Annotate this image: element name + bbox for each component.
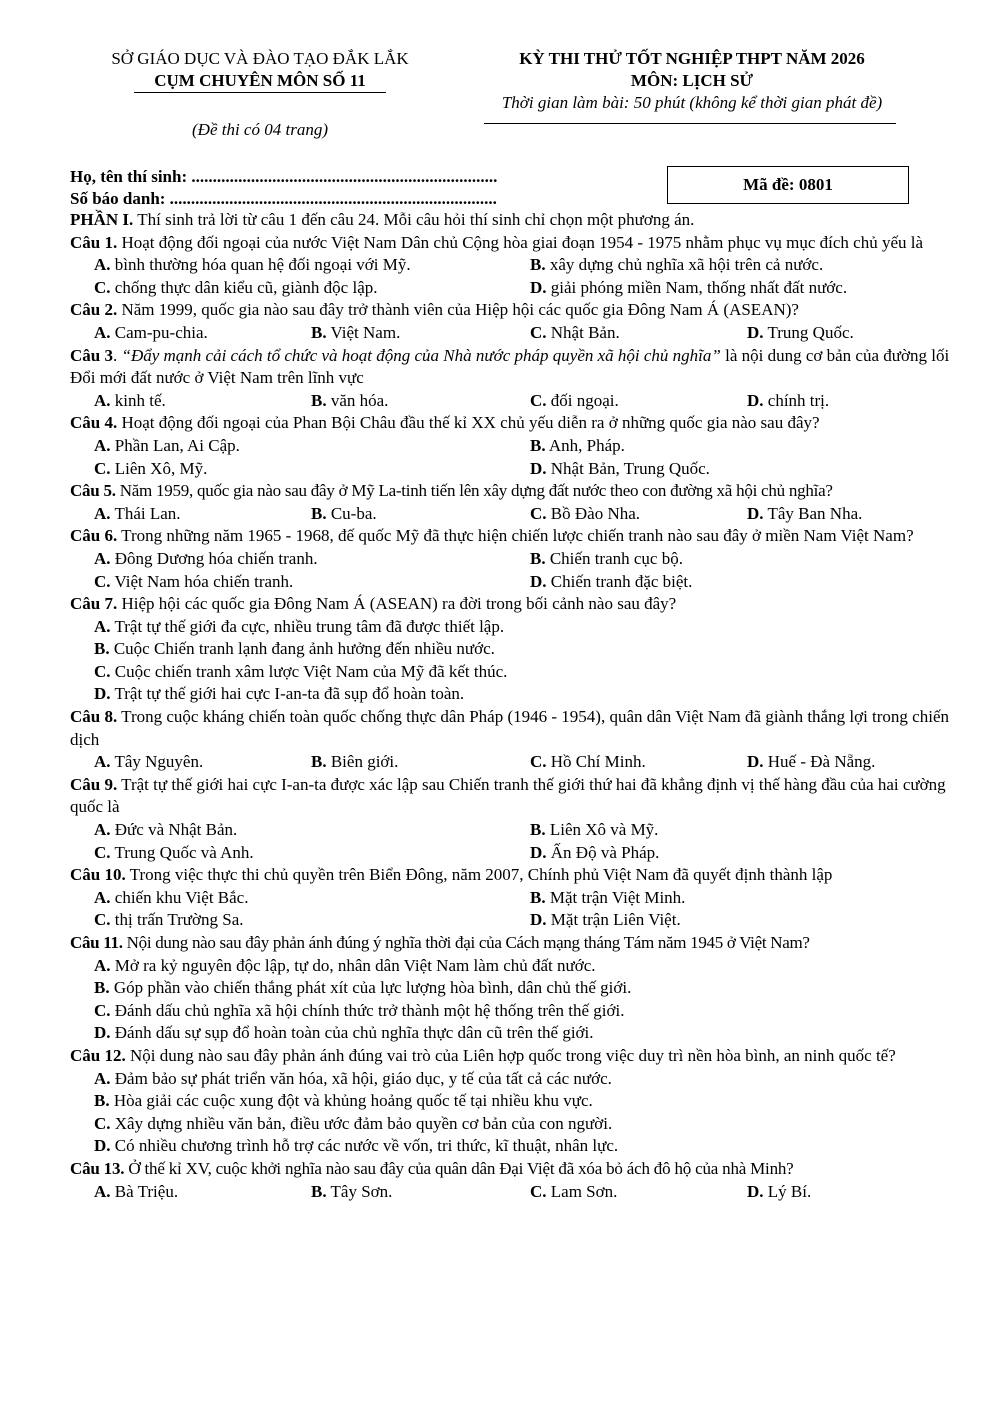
option-d[interactable]: D. Nhật Bản, Trung Quốc. <box>530 458 710 478</box>
options-group <box>70 254 950 299</box>
option-a[interactable]: A. kinh tế. <box>94 390 166 410</box>
option-d[interactable]: D. Trật tự thế giới hai cực I-an-ta đã sụp đổ hoàn toàn. <box>94 684 465 704</box>
option-c[interactable]: C. Xây dựng nhiều văn bản, điều ước đảm bảo quyền cơ bản của con người. <box>94 1113 613 1133</box>
question-number: Câu 6. <box>70 526 118 546</box>
time-note: Thời gian làm bài: 50 phút (không kể thời gian phát đề) <box>501 93 883 112</box>
question-number: Câu 2. <box>70 300 118 320</box>
question-number: Câu 7. <box>70 594 118 614</box>
option-b[interactable]: B. văn hóa. <box>311 390 389 410</box>
part-instruction <box>70 209 950 232</box>
exam-title: KỲ THI THỬ TỐT NGHIỆP THPT NĂM 2026 <box>519 49 865 68</box>
options-group <box>70 616 950 706</box>
option-c[interactable]: C. Lam Sơn. <box>530 1181 618 1201</box>
question-stem <box>70 706 950 751</box>
option-a[interactable]: A. Tây Nguyên. <box>94 752 204 772</box>
option-c[interactable]: C. thị trấn Trường Sa. <box>94 910 244 930</box>
department-name: SỞ GIÁO DỤC VÀ ĐÀO TẠO ĐẮK LẮK <box>111 49 409 68</box>
question-text: Trong những năm 1965 - 1968, đế quốc Mỹ đã thực hiện chiến lược chiến tranh nào sau đây ở miền Nam Việt Nam? <box>117 526 914 546</box>
question-number: Câu 8. <box>70 707 118 727</box>
question-text: Hiệp hội các quốc gia Đông Nam Á (ASEAN) ra đời trong bối cảnh nào sau đây? <box>117 594 677 614</box>
option-d[interactable]: D. Tây Ban Nha. <box>747 503 863 523</box>
question-stem <box>70 299 950 322</box>
option-d[interactable]: D. chính trị. <box>747 390 830 410</box>
candidate-id-field[interactable]: Số báo danh: ............................................................................. <box>70 189 497 208</box>
part-label: PHẦN I. <box>70 210 134 229</box>
pages-note: (Đề thi có 04 trang) <box>192 120 328 139</box>
candidate-name-field[interactable]: Họ, tên thí sinh: ........................................................................ <box>70 167 498 186</box>
option-d[interactable]: D. Trung Quốc. <box>747 322 854 342</box>
option-c[interactable]: C. Hồ Chí Minh. <box>530 752 646 772</box>
question-stem <box>70 1045 950 1068</box>
part-instruction-text: Thí sinh trả lời từ câu 1 đến câu 24. Mỗi câu hỏi thí sinh chỉ chọn một phương án. <box>133 210 695 229</box>
question-text: Hoạt động đối ngoại của Phan Bội Châu đầu thế kỉ XX chủ yếu diễn ra ở những quốc gia nào sau đây? <box>117 413 820 433</box>
options-group <box>70 390 950 413</box>
options-group <box>70 435 950 480</box>
question-stem <box>70 412 950 435</box>
option-c[interactable]: C. Cuộc chiến tranh xâm lược Việt Nam của Mỹ đã kết thúc. <box>94 661 508 681</box>
question-text: Trong cuộc kháng chiến toàn quốc chống thực dân Pháp (1946 - 1954), quân dân Việt Nam đã giành thắng lợi trong chiến dịch <box>70 707 949 749</box>
option-b[interactable]: B. Tây Sơn. <box>311 1181 393 1201</box>
question-text: Ở thế kỉ XV, cuộc khởi nghĩa nào sau đây của quân dân Đại Việt đã xóa bỏ ách đô hộ của nhà Minh? <box>124 1158 794 1178</box>
question-text: Trong việc thực thi chủ quyền trên Biển Đông, năm 2007, Chính phủ Việt Nam đã quyết định thành lập <box>125 865 833 885</box>
options-group <box>70 819 950 864</box>
option-d[interactable]: D. Ấn Độ và Pháp. <box>530 842 660 862</box>
option-b[interactable]: B. Liên Xô và Mỹ. <box>530 820 659 840</box>
question-stem <box>70 480 950 503</box>
question-text: Năm 1999, quốc gia nào sau đây trở thành viên của Hiệp hội các quốc gia Đông Nam Á (ASEAN)? <box>117 300 799 320</box>
option-c[interactable]: C. Đánh dấu chủ nghĩa xã hội chính thức trở thành một hệ thống trên thế giới. <box>94 1000 625 1020</box>
question-stem <box>70 932 950 955</box>
question-number: Câu 3 <box>70 345 113 365</box>
options-group <box>70 955 950 1045</box>
candidate-info <box>70 166 497 210</box>
option-d[interactable]: D. giải phóng miền Nam, thống nhất đất nước. <box>530 277 848 297</box>
option-a[interactable]: A. Bà Triệu. <box>94 1181 179 1201</box>
question-number: Câu 10. <box>70 865 126 885</box>
question-text: Hoạt động đối ngoại của nước Việt Nam Dân chủ Cộng hòa giai đoạn 1954 - 1975 nhằm phục vụ mục đích chủ yếu là <box>117 232 924 252</box>
option-d[interactable]: D. Mặt trận Liên Việt. <box>530 910 681 930</box>
option-a[interactable]: A. Đông Dương hóa chiến tranh. <box>94 548 318 568</box>
option-c[interactable]: C. Việt Nam hóa chiến tranh. <box>94 571 294 591</box>
option-d[interactable]: D. Huế - Đà Nẵng. <box>747 752 876 772</box>
question-stem <box>70 593 950 616</box>
option-a[interactable]: A. Cam-pu-chia. <box>94 322 208 342</box>
options-group <box>70 322 950 345</box>
options-group <box>70 1068 950 1158</box>
option-a[interactable]: A. bình thường hóa quan hệ đối ngoại với Mỹ. <box>94 255 411 275</box>
question-number: Câu 4. <box>70 413 118 433</box>
question-stem <box>70 1158 950 1181</box>
header-right <box>462 48 922 114</box>
option-d[interactable]: D. Có nhiều chương trình hỗ trợ các nước về vốn, tri thức, kĩ thuật, nhân lực. <box>94 1136 619 1156</box>
option-a[interactable]: A. Mở ra kỷ nguyên độc lập, tự do, nhân dân Việt Nam làm chủ đất nước. <box>94 955 596 975</box>
option-d[interactable]: D. Lý Bí. <box>747 1181 812 1201</box>
option-c[interactable]: C. chống thực dân kiểu cũ, giành độc lập. <box>94 277 378 297</box>
option-b[interactable]: B. Góp phần vào chiến thắng phát xít của lực lượng hòa bình, dân chủ thế giới. <box>94 978 632 998</box>
options-group <box>70 887 950 932</box>
questions-area <box>70 209 950 1203</box>
option-b[interactable]: B. Cu-ba. <box>311 503 377 523</box>
subject: MÔN: LỊCH SỬ <box>630 71 754 90</box>
option-c[interactable]: C. Trung Quốc và Anh. <box>94 842 254 862</box>
options-group <box>70 751 950 774</box>
question-text: Nội dung nào sau đây phản ánh đúng ý nghĩa thời đại của Cách mạng tháng Tám năm 1945 ở Việt Nam? <box>122 933 810 952</box>
question-number: Câu 5. <box>70 481 116 501</box>
options-group <box>70 1181 950 1204</box>
time-underline <box>484 123 896 124</box>
question-number: Câu 9. <box>70 774 118 794</box>
question-text: Trật tự thế giới hai cực I-an-ta được xác lập sau Chiến tranh thế giới thứ hai đã khẳng định vị thế hàng đầu của hai cường quốc là <box>70 774 946 817</box>
option-c[interactable]: C. Bồ Đào Nha. <box>530 503 641 523</box>
question-number: Câu 12. <box>70 1045 126 1065</box>
question-text: Năm 1959, quốc gia nào sau đây ở Mỹ La-tinh tiến lên xây dựng đất nước theo con đường xã hội chủ nghĩa? <box>115 481 833 501</box>
question-stem <box>70 525 950 548</box>
option-c[interactable]: C. Nhật Bản. <box>530 322 620 342</box>
question-stem <box>70 232 950 255</box>
option-b[interactable]: B. Mặt trận Việt Minh. <box>530 887 686 907</box>
option-c[interactable]: C. đối ngoại. <box>530 390 619 410</box>
option-b[interactable]: B. Cuộc Chiến tranh lạnh đang ảnh hưởng đến nhiều nước. <box>94 639 495 659</box>
question-stem <box>70 774 950 819</box>
question-number: Câu 1. <box>70 232 118 252</box>
options-group <box>70 503 950 526</box>
option-b[interactable]: B. Chiến tranh cục bộ. <box>530 548 683 568</box>
question-quote: “Đẩy mạnh cải cách tổ chức và hoạt động của Nhà nước pháp quyền xã hội chủ nghĩa” <box>121 345 721 365</box>
option-a[interactable]: A. Thái Lan. <box>94 503 181 523</box>
option-a[interactable]: A. Đức và Nhật Bản. <box>94 820 238 840</box>
option-a[interactable]: A. Trật tự thế giới đa cực, nhiều trung tâm đã được thiết lập. <box>94 616 505 636</box>
option-b[interactable]: B. xây dựng chủ nghĩa xã hội trên cả nước. <box>530 255 824 275</box>
option-b[interactable]: B. Anh, Pháp. <box>530 435 625 455</box>
question-text: là nội dung cơ bản của đường lối Đổi mới đất nước ở Việt Nam trên lĩnh vực <box>70 345 950 388</box>
question-number: Câu 13. <box>70 1158 125 1178</box>
option-a[interactable]: A. Phần Lan, Ai Cập. <box>94 435 240 455</box>
option-b[interactable]: B. Việt Nam. <box>311 322 401 342</box>
option-b[interactable]: B. Biên giới. <box>311 752 399 772</box>
option-a[interactable]: A. chiến khu Việt Bắc. <box>94 887 249 907</box>
cluster-underline <box>134 92 386 93</box>
option-c[interactable]: C. Liên Xô, Mỹ. <box>94 458 208 478</box>
option-b[interactable]: B. Hòa giải các cuộc xung đột và khủng hoảng quốc tế tại nhiều khu vực. <box>94 1091 593 1111</box>
question-stem <box>70 864 950 887</box>
exam-code: Mã đề: 0801 <box>743 174 833 194</box>
header-left <box>70 48 450 93</box>
option-d[interactable]: D. Chiến tranh đặc biệt. <box>530 571 693 591</box>
question-number: Câu 11. <box>70 933 123 952</box>
question-text: Nội dung nào sau đây phản ánh đúng vai trò của Liên hợp quốc trong việc duy trì nền hòa bình, an ninh quốc tế? <box>125 1045 896 1065</box>
option-a[interactable]: A. Đảm bảo sự phát triển văn hóa, xã hội, giáo dục, y tế của tất cả các nước. <box>94 1068 612 1088</box>
options-group <box>70 548 950 593</box>
question-stem: Câu 3. “Đẩy mạnh cải cách tổ chức và hoạt động của Nhà nước pháp quyền xã hội chủ nghĩa” là nội dung cơ bản của đường lối Đổi mới đất nước ở Việt Nam trên lĩnh vực <box>70 345 950 388</box>
option-d[interactable]: D. Đánh dấu sự sụp đổ hoàn toàn của chủ nghĩa thực dân cũ trên thế giới. <box>94 1023 594 1043</box>
cluster-name: CỤM CHUYÊN MÔN SỐ 11 <box>154 71 366 90</box>
exam-code-box <box>667 166 909 204</box>
